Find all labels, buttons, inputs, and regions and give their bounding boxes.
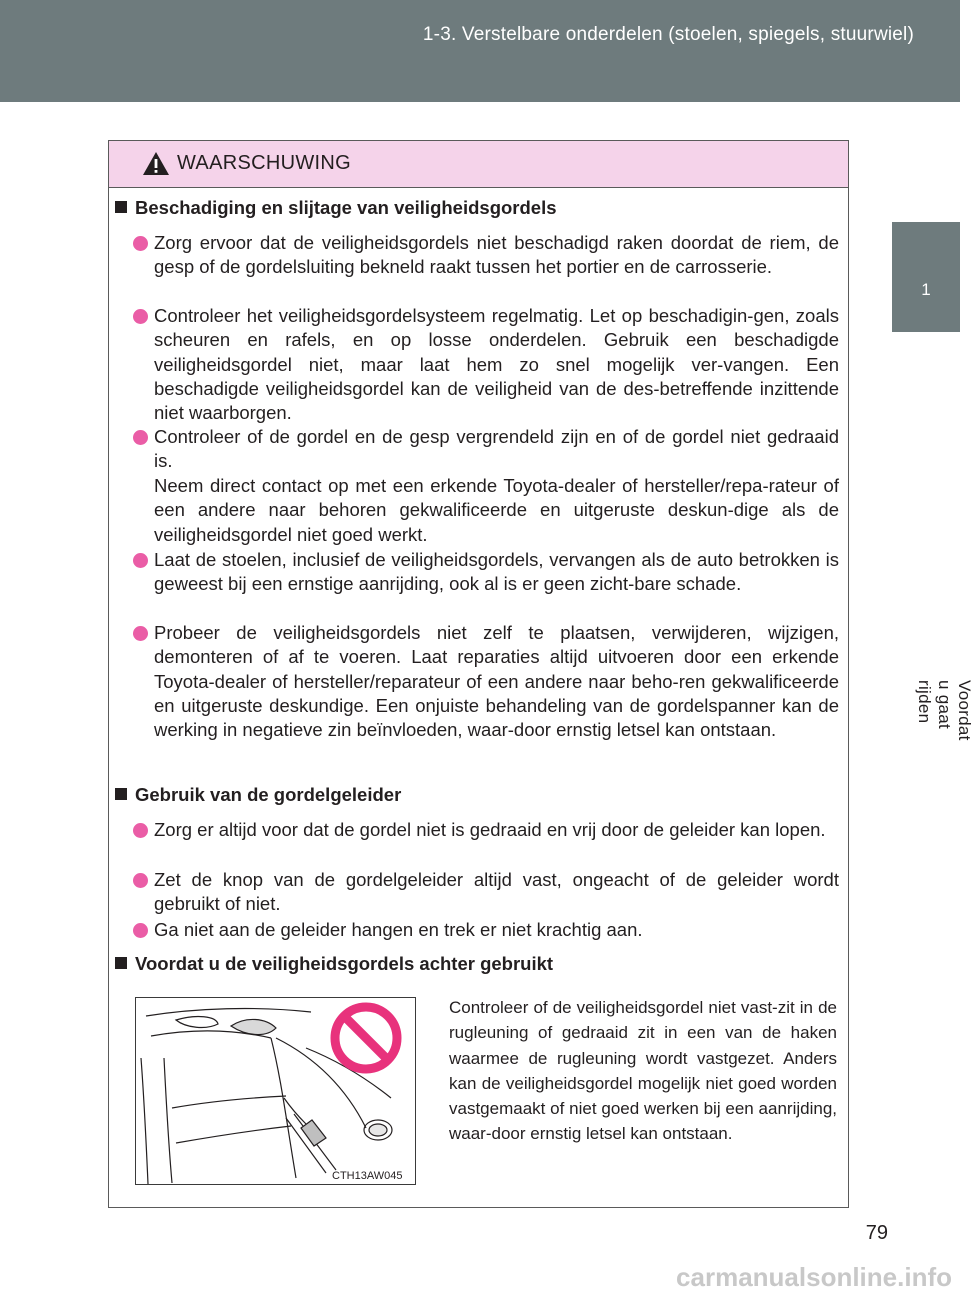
seatbelt-illustration — [135, 997, 416, 1185]
bullet-text: Controleer of de gordel en de gesp vergrendeld zijn en of de gordel niet gedraaid is. — [154, 426, 839, 472]
watermark: carmanualsonline.info — [676, 1262, 952, 1292]
bullet-icon — [133, 923, 148, 938]
bullet-icon — [133, 873, 148, 888]
bullet-text: Zorg ervoor dat de veiligheidsgordels niet beschadigd raken doordat de riem, de gesp of de gordelsluiting bekneld raakt tussen het portier en de carrosserie. — [154, 232, 839, 278]
list-item — [133, 231, 839, 280]
chapter-number: 1 — [921, 280, 931, 299]
list-item — [133, 304, 839, 425]
warning-header — [109, 141, 848, 188]
section-title-text: Gebruik van de gordelgeleider — [135, 784, 402, 805]
bullet-icon — [133, 309, 148, 324]
section-title-text: Voordat u de veiligheidsgordels achter gebruikt — [135, 953, 554, 974]
section-title — [115, 784, 401, 806]
warning-triangle-icon — [142, 151, 170, 176]
bullet-text: Laat de stoelen, inclusief de veiligheidsgordels, vervangen als de auto betrokken is geweest bij een ernstige aanrijding, ook al is er geen zicht-bare schade. — [154, 549, 839, 595]
section-heading: 1-3. Verstelbare onderdelen (stoelen, spiegels, stuurwiel) — [422, 24, 914, 45]
bullet-text: Ga niet aan de geleider hangen en trek er niet krachtig aan. — [154, 919, 643, 940]
bullet-text: Probeer de veiligheidsgordels niet zelf te plaatsen, verwijderen, wijzigen, demonteren of af te voeren. Laat reparaties altijd uitvoeren door een erkende Toyota-dealer of hersteller/reparateur of een andere naar beho-ren gekwalificeerde en uitgeruste deskundige. Een onjuiste behandeling van de gordelspanner kan de werking in negatieve zin beïnvloeden, waar-door ernstig letsel kan ontstaan. — [154, 622, 839, 741]
bullet-icon — [133, 430, 148, 445]
list-item — [133, 918, 839, 942]
section-title — [115, 197, 557, 219]
bullet-icon — [133, 823, 148, 838]
bullet-text: Zet de knop van de gordelgeleider altijd vast, ongeacht of de geleider wordt gebruikt of niet. — [154, 869, 839, 915]
bullet-icon — [133, 553, 148, 568]
chapter-strip — [892, 332, 974, 741]
bullet-icon — [133, 236, 148, 251]
bullet-text: Zorg er altijd voor dat de gordel niet is gedraaid en vrij door de geleider kan lopen. — [154, 819, 826, 840]
section-square-icon — [115, 201, 127, 213]
figure-code: CTH13AW045 — [332, 1170, 403, 1182]
list-item — [133, 425, 839, 474]
list-item-continuation — [133, 474, 839, 547]
warning-title: WAARSCHUWING — [177, 152, 351, 174]
bullet-text: Neem direct contact op met een erkende Toyota-dealer of hersteller/repa-rateur of een andere naar behoren gekwalificeerde en uitgeruste deskun-dige als de veiligheidsgordel niet goed werkt. — [154, 475, 839, 545]
page-number: 79 — [865, 1222, 888, 1244]
section-square-icon — [115, 788, 127, 800]
list-item — [133, 621, 839, 742]
prohibition-icon — [335, 1007, 397, 1069]
chapter-label: Voordat u gaat rijden — [915, 680, 974, 741]
chapter-tab — [892, 222, 960, 332]
list-item — [133, 818, 839, 842]
section-title-text: Beschadiging en slijtage van veiligheidsgordels — [135, 197, 557, 218]
warning-box — [108, 140, 849, 1208]
list-item — [133, 548, 839, 597]
figure-caption: Controleer of de veiligheidsgordel niet vast-zit in de rugleuning of gedraaid zit in een van de haken waarmee de rugleuning wordt vastgezet. Anders kan de veiligheidsgordel mogelijk niet goed worden vastgemaakt of niet goed werken bij een aanrijding, waar-door ernstig letsel kan ontstaan. — [449, 998, 837, 1144]
section-title — [115, 953, 553, 975]
bullet-text: Controleer het veiligheidsgordelsysteem regelmatig. Let op beschadigin-gen, zoals scheuren en rafels, en op losse onderdelen. Gebruik een beschadigde veiligheidsgordel niet, maar laat hem zo snel mogelijk ver-vangen. Een beschadigde veiligheidsgordel kan de veiligheid van de des-betreffende inzittende niet waarborgen. — [154, 305, 839, 424]
bullet-icon — [133, 626, 148, 641]
section-square-icon — [115, 957, 127, 969]
rear-seat-drawing — [136, 998, 415, 1184]
page-header — [0, 0, 960, 102]
list-item — [133, 868, 839, 917]
